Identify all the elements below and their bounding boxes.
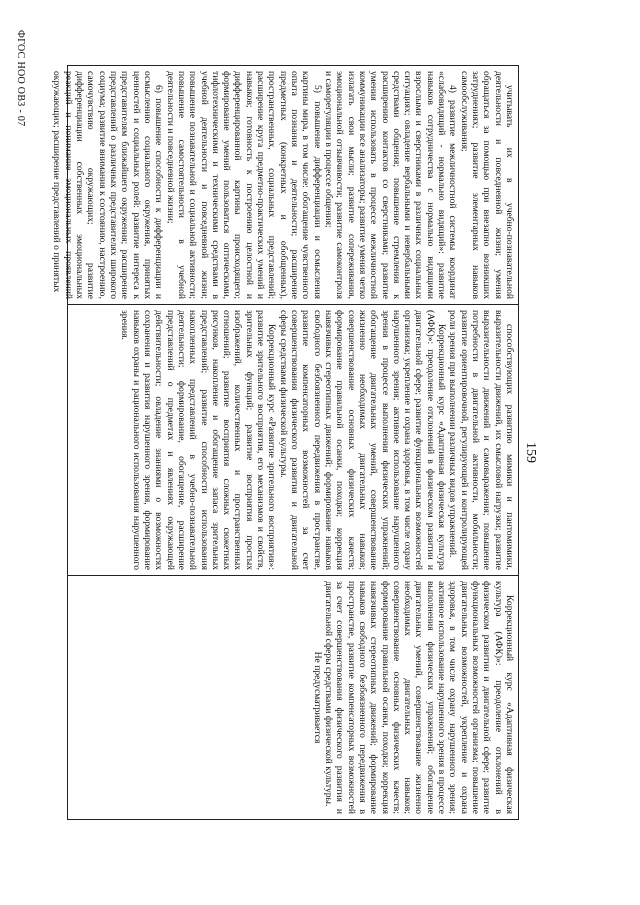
paragraph: учитывать их в учебно-познавательной деятельности и повседневной жизни; умения обращаться за помощью при внезапно возникших затруднениях; развитие элементарных навыков самообслуживания;	[458, 71, 515, 299]
page-number: 159	[523, 442, 538, 463]
paragraph: Коррекционный курс «Развитие зрительного восприятия»: развитие зрительного восприятия, его механизмов и свойств, зрительных функций; развитие восприятия простых изображений, количественных и пространственных отношений; развитие восприятия сложных сюжетных рисунков, накопление и обогащение запаса зрительных представлений; развитие способности использования накопленных представлений в учебно-познавательной деятельности; формирование, обогащение, расширение представлений о предметах и явлениях окружающей действительности; овладение знаниями о возможностях сохранения и развития нарушенного зрения, формирование навыков охраны и рационального использования нарушенного зрения.	[119, 310, 278, 570]
table-column-3	[68, 575, 518, 819]
paragraph: Коррекционный курс «Адаптивная физическая культура (АФК)»: преодоление отклонений в физическом развитии и двигательной сфере; развитие функциональных возможностей организма; укрепление и охрана здоровья, в том числе охрану нарушенного зрения; активное использование нарушенного зрения в процессе выполнения физических упражнений; обогащение двигательных умений, совершенствование жизненно необходимых двигательных навыков; совершенствование основных физических качеств; формирование правильной осанки, походки; коррекция навязчивых стереотипных движений; формирование навыков свободного безбоязненного передвижения в пространстве, развитие компенсаторных возможностей за счет совершенствования физического развития и двигательной сферы средствами физической культуры.	[277, 310, 448, 570]
paragraph: 5) повышение дифференциации и осмысления картины мира, в том числе: обогащение чувственного опыта познания и деятельности; расширение предметных (конкретных и обобщенных), пространственных, социальных представлений; расширение круга предметно-практических умений и навыков; готовность к построению целостной и дифференцированной картины происходящего; формирование умений пользоваться оптическими, тифлотехническими и техническими средствами в учебной деятельности и повседневной жизни; повышение познавательной и социальной активности; повышение самостоятельности в учебной деятельности и повседневной жизни;	[164, 71, 323, 299]
requirements-table	[51, 65, 519, 820]
not-provided-note: Не предусматривается	[311, 651, 323, 744]
table-column-2	[68, 304, 518, 575]
paragraph: 6) повышение способности к дифференциации и осмыслению социального окружения, принятых ценностей и социальных ролей: развитие интереса к представителям ближайшего окружения; расширение представлений о различных представителях широкого социума; развитие внимания к состоянию, настроению, самочувствию окружающих; развитие дифференциации собственных эмоциональных реакций и понимание эмоциональных проявлений окружающих; расширение представлений о принятых	[51, 71, 165, 299]
paragraph: способствующих развитию мимики и пантомимики, выразительности движений, их смысловой нагрузки; развитие выразительности движений и самовыражения; повышение потребности в двигательной активности, мобильности; развитие ориентировочной, регулирующей и контролирующей роли зрения при выполнении различных видов упражнений.	[447, 310, 515, 570]
paragraph: 4) развитие межличностной системы координат «слабовидящий - нормально видящий»: развитие навыков сотрудничества с нормально видящими взрослыми и сверстниками в различных социальных ситуациях; овладение вербальными и невербальными средствами общения; повышение стремления к расширению контактов со сверстниками; развитие умения использовать в процессе межличностной коммуникации все анализаторы; развитие умения четко излагать свои мысли; развитие сопереживания, эмоциональной отзывчивости; развитие самоконтроля и саморегуляции в процессе общения;	[323, 71, 459, 299]
document-code: ФГОС НОО ОВЗ - 07	[15, 30, 26, 127]
table-column-1	[51, 66, 518, 304]
paragraph: Коррекционный курс «Адаптивная физическая культура (АФК)»: преодоление отклонений в физическом развитии и двигательной сфере; развитие функциональных возможностей организма; повышение двигательных возможностей, укрепление и охрана здоровья, в том числе охрану нарушенного зрения; активное использование нарушенного зрения в процессе выполнения физических упражнений; обогащение двигательных умений, совершенствование жизненно необходимых двигательных навыков; совершенствование основных физических качеств; формирование правильной осанки, походки; коррекция навязчивых стереотипных движений; формирование навыков свободного безбоязненного передвижения в пространстве, развитие компенсаторных возможностей за счет совершенствования физического развития и двигательной сферы средствами физической культуры.	[323, 581, 515, 814]
